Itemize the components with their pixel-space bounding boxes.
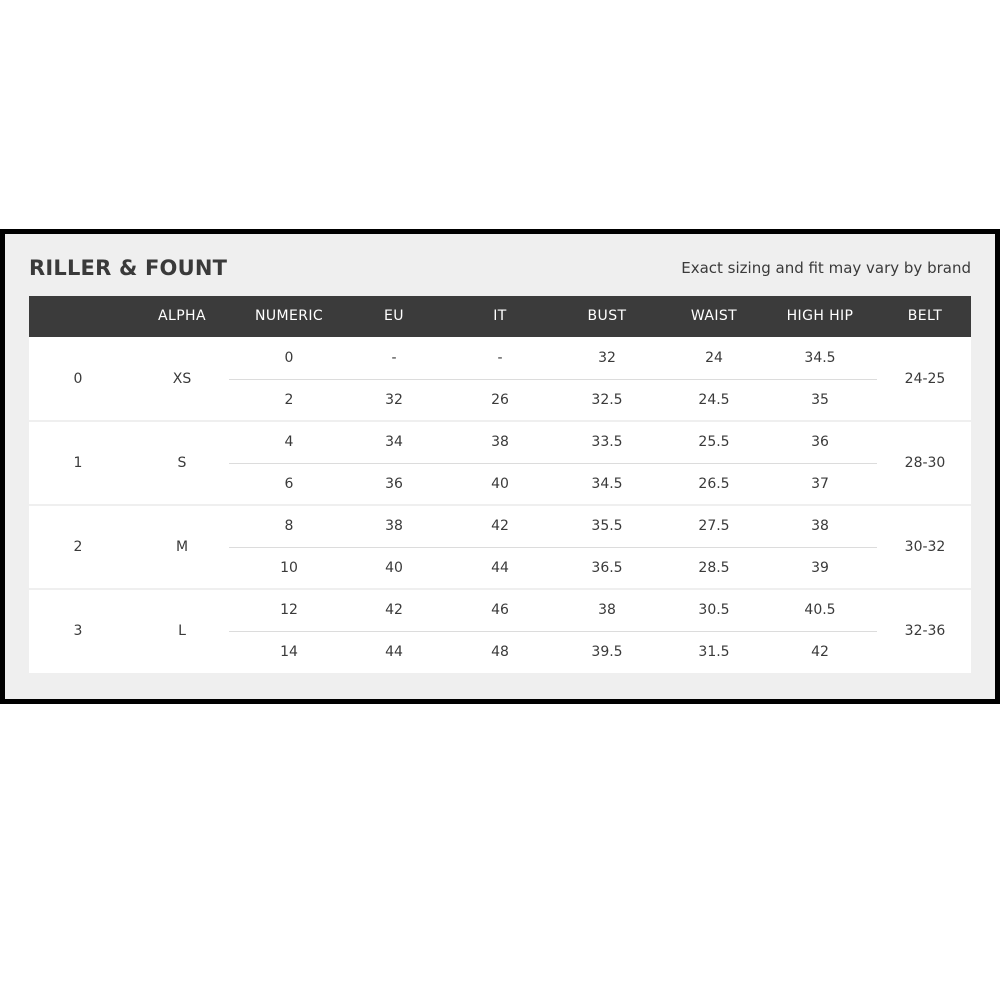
header-belt: BELT bbox=[907, 308, 943, 324]
bust-cell: 39.5 bbox=[591, 644, 623, 660]
numeric-cell: 12 bbox=[280, 602, 298, 618]
belt-cell: 28-30 bbox=[904, 455, 946, 471]
bust-cell: 35.5 bbox=[591, 518, 623, 534]
waist-cell: 25.5 bbox=[698, 434, 730, 450]
it-cell: 46 bbox=[491, 602, 509, 618]
row-separator bbox=[229, 379, 877, 380]
header-bust: BUST bbox=[587, 308, 627, 324]
header-it: IT bbox=[493, 308, 507, 324]
size-cell: 1 bbox=[73, 455, 83, 471]
row-separator bbox=[229, 547, 877, 548]
header-waist: WAIST bbox=[690, 308, 738, 324]
alpha-cell: L bbox=[178, 623, 186, 639]
size-cell: 2 bbox=[73, 539, 83, 555]
belt-cell: 30-32 bbox=[904, 539, 946, 555]
numeric-cell: 10 bbox=[280, 560, 298, 576]
group-divider bbox=[29, 588, 971, 590]
eu-cell: 36 bbox=[385, 476, 403, 492]
high-hip-cell: 40.5 bbox=[804, 602, 836, 618]
it-cell: 40 bbox=[491, 476, 509, 492]
waist-cell: 24 bbox=[705, 350, 723, 366]
eu-cell: 40 bbox=[385, 560, 403, 576]
belt-cell: 24-25 bbox=[904, 371, 946, 387]
alpha-cell: XS bbox=[172, 371, 192, 387]
bust-cell: 32.5 bbox=[591, 392, 623, 408]
eu-cell: 32 bbox=[385, 392, 403, 408]
numeric-cell: 14 bbox=[280, 644, 298, 660]
bust-cell: 38 bbox=[598, 602, 616, 618]
sizing-note: Exact sizing and fit may vary by brand bbox=[681, 259, 971, 277]
header-eu: EU bbox=[384, 308, 404, 324]
row-separator bbox=[229, 631, 877, 632]
header-numeric: NUMERIC bbox=[254, 308, 324, 324]
numeric-cell: 0 bbox=[284, 350, 294, 366]
eu-cell: 34 bbox=[385, 434, 403, 450]
size-table bbox=[29, 296, 971, 673]
eu-cell: 38 bbox=[385, 518, 403, 534]
group-divider bbox=[29, 504, 971, 506]
numeric-cell: 2 bbox=[284, 392, 294, 408]
eu-cell: 44 bbox=[385, 644, 403, 660]
waist-cell: 24.5 bbox=[698, 392, 730, 408]
size-chart-panel bbox=[0, 229, 1000, 704]
waist-cell: 26.5 bbox=[698, 476, 730, 492]
high-hip-cell: 42 bbox=[811, 644, 829, 660]
size-cell: 3 bbox=[73, 623, 83, 639]
waist-cell: 31.5 bbox=[698, 644, 730, 660]
high-hip-cell: 39 bbox=[811, 560, 829, 576]
it-cell: 26 bbox=[491, 392, 509, 408]
header-alpha: ALPHA bbox=[158, 308, 206, 324]
bust-cell: 34.5 bbox=[591, 476, 623, 492]
numeric-cell: 8 bbox=[284, 518, 294, 534]
it-cell: 48 bbox=[491, 644, 509, 660]
eu-cell: - bbox=[391, 350, 397, 366]
it-cell: 44 bbox=[491, 560, 509, 576]
chart-title: RILLER & FOUNT bbox=[29, 256, 228, 280]
table-header bbox=[29, 296, 971, 337]
waist-cell: 27.5 bbox=[698, 518, 730, 534]
bust-cell: 36.5 bbox=[591, 560, 623, 576]
alpha-cell: M bbox=[175, 539, 189, 555]
high-hip-cell: 34.5 bbox=[804, 350, 836, 366]
high-hip-cell: 37 bbox=[811, 476, 829, 492]
high-hip-cell: 38 bbox=[811, 518, 829, 534]
high-hip-cell: 35 bbox=[811, 392, 829, 408]
size-cell: 0 bbox=[73, 371, 83, 387]
it-cell: 42 bbox=[491, 518, 509, 534]
numeric-cell: 6 bbox=[284, 476, 294, 492]
row-separator bbox=[229, 463, 877, 464]
waist-cell: 28.5 bbox=[698, 560, 730, 576]
bust-cell: 32 bbox=[598, 350, 616, 366]
eu-cell: 42 bbox=[385, 602, 403, 618]
group-divider bbox=[29, 420, 971, 422]
belt-cell: 32-36 bbox=[904, 623, 946, 639]
numeric-cell: 4 bbox=[284, 434, 294, 450]
high-hip-cell: 36 bbox=[811, 434, 829, 450]
alpha-cell: S bbox=[177, 455, 187, 471]
bust-cell: 33.5 bbox=[591, 434, 623, 450]
it-cell: - bbox=[497, 350, 503, 366]
header-high-hip: HIGH HIP bbox=[786, 308, 854, 324]
waist-cell: 30.5 bbox=[698, 602, 730, 618]
it-cell: 38 bbox=[491, 434, 509, 450]
